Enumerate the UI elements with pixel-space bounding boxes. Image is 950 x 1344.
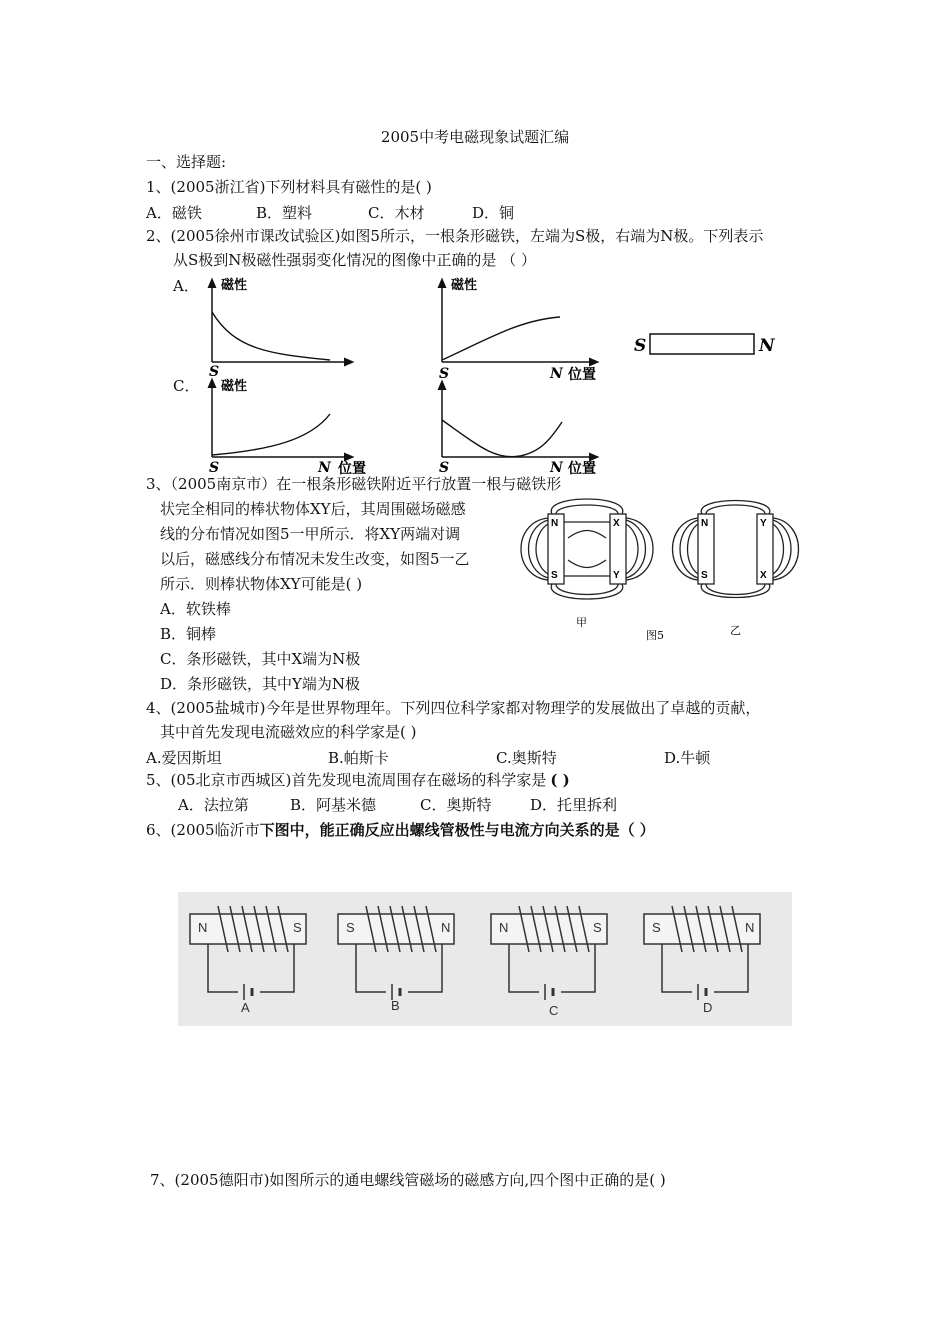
svg-text:Y: Y xyxy=(613,570,620,581)
svg-text:N: N xyxy=(499,920,509,935)
q2-graphs xyxy=(190,272,780,477)
magnet-s-label: S xyxy=(634,336,647,356)
q2-label-c: C． xyxy=(173,377,200,395)
svg-text:S: S xyxy=(701,570,708,581)
q3-figure xyxy=(512,498,812,643)
svg-text:S: S xyxy=(346,920,355,935)
svg-text:N: N xyxy=(745,920,755,935)
q3-option-a: A．软铁棒 xyxy=(160,600,231,618)
graph-a-curve xyxy=(212,312,330,360)
svg-text:N: N xyxy=(551,518,559,529)
graph-b-curve xyxy=(442,317,560,360)
svg-text:A: A xyxy=(241,1000,250,1015)
solenoid-core-d xyxy=(644,914,760,944)
svg-text:S: S xyxy=(593,920,602,935)
graph-d xyxy=(439,384,596,477)
svg-text:S: S xyxy=(652,920,661,935)
label-jia: 甲 xyxy=(576,616,587,629)
q3-line1: 3、（2005南京市）在一根条形磁铁附近平行放置一根与磁铁形 xyxy=(146,475,562,493)
graph-d-n: N xyxy=(550,460,563,476)
graph-c-curve xyxy=(212,414,330,455)
svg-text:D: D xyxy=(703,1000,713,1015)
svg-text:X: X xyxy=(613,518,620,529)
q1-option-b: B．塑料 xyxy=(256,204,313,222)
q3-line5: 所示．则棒状物体XY可能是( ) xyxy=(160,575,363,593)
graph-c-ylabel: 磁性 xyxy=(221,379,248,394)
q1-option-c: C．木材 xyxy=(368,204,425,222)
svg-text:S: S xyxy=(551,570,558,581)
q3-option-d: D．条形磁铁，其中Y端为N极 xyxy=(160,675,361,693)
q1-option-a: A．磁铁 xyxy=(146,204,202,222)
graph-a-ylabel: 磁性 xyxy=(221,278,248,293)
svg-text:Y: Y xyxy=(760,518,767,529)
q1-option-d: D．铜 xyxy=(472,204,515,222)
q5-option-a: A．法拉第 xyxy=(178,796,249,814)
graph-c-s: S xyxy=(209,460,220,476)
graph-d-s: S xyxy=(439,460,450,476)
graph-a xyxy=(209,277,350,380)
q5-option-d: D．托里拆利 xyxy=(530,796,618,814)
q5-paren: ( ) xyxy=(550,771,570,789)
graph-c-n: N xyxy=(318,460,331,476)
svg-text:S: S xyxy=(293,920,302,935)
q3-line4: 以后，磁感线分布情况未发生改变，如图5一乙 xyxy=(160,550,470,568)
fig-caption: 图5 xyxy=(646,629,664,642)
q4-line1: 4、(2005盐城市)今年是世界物理年。下列四位科学家都对物理学的发展做出了卓越的贡献， xyxy=(146,699,761,717)
q4-option-a: A.爱因斯坦 xyxy=(146,749,222,767)
graph-b-n: N xyxy=(550,366,563,382)
q4-option-c: C.奥斯特 xyxy=(496,749,557,767)
q1-stem: 1、(2005浙江省)下列材料具有磁性的是( ) xyxy=(146,178,432,196)
label-yi: 乙 xyxy=(730,624,741,637)
svg-text:B: B xyxy=(391,998,400,1013)
section-heading: 一、选择题: xyxy=(146,153,227,171)
graph-c xyxy=(209,378,366,477)
magnet-n-label: N xyxy=(759,336,775,356)
graph-c-xlabel: 位置 xyxy=(338,461,366,477)
graph-b xyxy=(439,277,596,383)
q3-line3: 线的分布情况如图5一甲所示．将XY两端对调 xyxy=(160,525,461,543)
q6-bold: 下图中，能正确反应出螺线管极性与电流方向关系的是（ ） xyxy=(259,821,655,839)
q5-stem xyxy=(146,770,570,790)
q2-line2: 从S极到N极磁性强弱变化情况的图像中正确的是 （ ） xyxy=(173,251,536,269)
svg-text:C: C xyxy=(549,1003,559,1018)
q5-option-b: B．阿基米德 xyxy=(290,796,377,814)
q6-figure xyxy=(178,892,792,1026)
graph-b-ylabel: 磁性 xyxy=(451,278,478,293)
svg-text:X: X xyxy=(760,570,767,581)
q6-stem xyxy=(146,820,655,840)
svg-text:N: N xyxy=(441,920,451,935)
solenoid-core-c xyxy=(491,914,607,944)
graph-d-xlabel: 位置 xyxy=(568,461,596,477)
svg-text:N: N xyxy=(198,920,208,935)
q2-label-a: A． xyxy=(173,277,199,295)
solenoid-core-a xyxy=(190,914,306,944)
document-title: 2005中考电磁现象试题汇编 xyxy=(380,128,570,146)
bar-magnet xyxy=(634,334,776,356)
q3-line2: 状完全相同的棒状物体XY后，其周围磁场磁感 xyxy=(160,500,466,518)
q5-stem-text: 5、(05北京市西城区)首先发现电流周围存在磁场的科学家是 xyxy=(146,771,547,789)
q2-line1: 2、(2005徐州市课改试验区)如图5所示，一根条形磁铁，左端为S极，右端为N极。下列表示 xyxy=(146,227,764,245)
q6-prefix: 6、(2005临沂市 xyxy=(146,821,260,839)
q7-stem: 7、(2005德阳市)如图所示的通电螺线管磁场的磁感方向,四个图中正确的是( ) xyxy=(150,1171,666,1189)
solenoid-core-b xyxy=(338,914,454,944)
svg-text:N: N xyxy=(701,518,709,529)
field-jia xyxy=(521,499,653,599)
q4-option-d: D.牛顿 xyxy=(664,749,711,767)
graph-b-xlabel: 位置 xyxy=(568,367,596,383)
graph-d-curve xyxy=(442,420,562,457)
graph-b-s: S xyxy=(439,366,450,382)
q4-line2: 其中首先发现电流磁效应的科学家是( ) xyxy=(160,723,417,741)
q4-option-b: B.帕斯卡 xyxy=(328,749,389,767)
q5-option-c: C．奥斯特 xyxy=(420,796,492,814)
q3-option-b: B．铜棒 xyxy=(160,625,217,643)
graph-a-s: S xyxy=(209,364,220,380)
field-yi xyxy=(673,501,799,598)
q3-option-c: C．条形磁铁，其中X端为N极 xyxy=(160,650,361,668)
